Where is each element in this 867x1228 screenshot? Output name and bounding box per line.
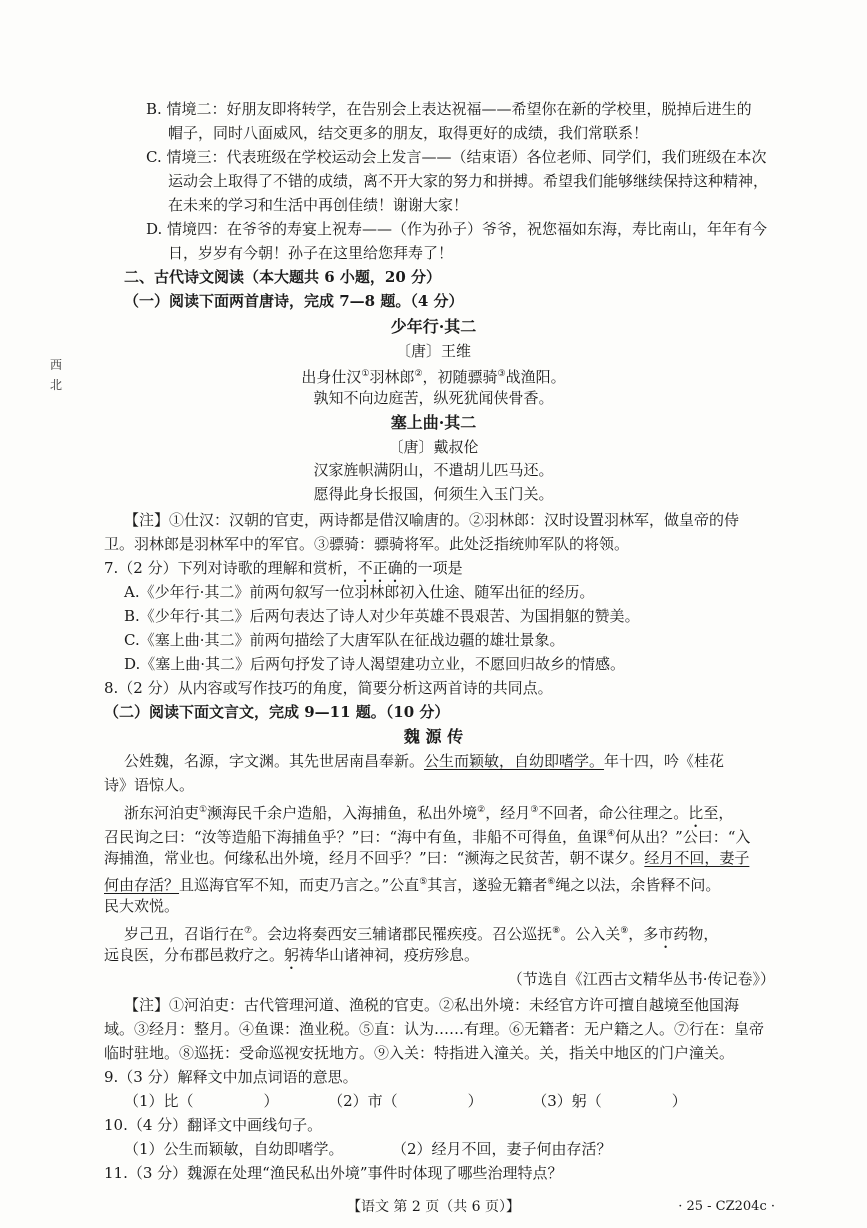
essay-note-line3: 临时驻地。⑧巡抚：受命巡视安抚地方。⑨入关：特指进入潼关。关，指关中地区的门户潼关。 xyxy=(104,1044,735,1062)
option-c-line1: C. 情境三：代表班级在学校运动会上发言——（结束语）各位老师、同学们，我们班级在本次 xyxy=(146,148,767,166)
poem-note-line2: 卫。羽林郎是羽林军中的军官。③骠骑：骠骑将军。此处泛指统帅军队的将领。 xyxy=(104,535,630,553)
poem1-line2: 孰知不向边庭苦，纵死犹闻侠骨香。 xyxy=(313,389,554,407)
q10-sentence1: （1）公生而颖敏，自幼即嗜学。 xyxy=(124,1140,344,1158)
essay-note-line2: 域。③经月：整月。④鱼课：渔业税。⑤直：认为……有理。⑥无籍者：无户籍之人。⑦行在：皇帝 xyxy=(104,1020,765,1038)
page-footer: 【语文 第 2 页（共 6 页）】 xyxy=(346,1199,521,1215)
essay-p2-line1: 浙东河泊吏①濒海民千余户造船，入海捕鱼，私出外境②，经月③不回者，命公往理之。比至， xyxy=(124,804,734,822)
poem2-author: 〔唐〕戴叔伦 xyxy=(388,438,479,456)
poem-note-line1: 【注】①仕汉：汉朝的官吏，两诗都是借汉喻唐的。②羽林郎：汉时设置羽林军，做皇帝的侍 xyxy=(124,511,740,529)
q7-stem: 7.（2 分）下列对诗歌的理解和赏析，不正确的一项是 xyxy=(104,559,463,577)
poem1-title: 少年行·其二 xyxy=(390,317,477,336)
essay-source: （节选自《江西古文精华丛书·传记卷》） xyxy=(507,970,775,988)
essay-p1-line1: 公姓魏，名源，字文渊。其先世居南昌奉新。公生而颖敏，自幼即嗜学。年十四，吟《桂花 xyxy=(124,752,725,770)
option-b-line1: B. 情境二：好朋友即将转学，在告别会上表达祝福——希望你在新的学校里，脱掉后进生的 xyxy=(146,100,752,118)
q10-sentence2: （2）经月不回，妻子何由存活？ xyxy=(392,1140,612,1158)
option-d-line2: 日，岁岁有今朝！孙子在这里给您拜寿了！ xyxy=(168,244,454,262)
section-title: 二、古代诗文阅读（本大题共 6 小题，20 分） xyxy=(124,268,441,286)
side-mark: 西北 xyxy=(50,358,63,392)
poem2-line2: 愿得此身长报国，何须生入玉门关。 xyxy=(313,485,554,503)
poem1-author: 〔唐〕王维 xyxy=(395,342,471,360)
essay-note-line1: 【注】①河泊吏：古代管理河道、渔税的官吏。②私出外境：未经官方许可擅自越境至他国海 xyxy=(124,996,740,1014)
poem2-title: 塞上曲·其二 xyxy=(390,413,477,432)
q7-option-b: B.《少年行·其二》后两句表达了诗人对少年英雄不畏艰苦、为国捐躯的赞美。 xyxy=(124,607,640,625)
option-d-line1: D. 情境四：在爷爷的寿宴上祝寿——（作为孙子）爷爷，祝您福如东海，寿比南山，年年有今 xyxy=(146,220,768,238)
q9-stem: 9.（3 分）解释文中加点词语的意思。 xyxy=(104,1068,358,1086)
q11-stem: 11.（3 分）魏源在处理“渔民私出外境”事件时体现了哪些治理特点？ xyxy=(104,1164,563,1182)
essay-p3-line1: 岁己丑，召诣行在⑦。会边将奏西安三辅诸郡民罹疾疫。召公巡抚⑧。公入关⑨，多市药物， xyxy=(124,925,719,943)
paper-code: · 25 - CZ204c · xyxy=(678,1199,775,1214)
q7-option-a: A.《少年行·其二》前两句叙写一位羽林郎初入仕途、随军出征的经历。 xyxy=(124,583,595,601)
essay-title: 魏 源 传 xyxy=(403,727,464,746)
q10-stem: 10.（4 分）翻译文中画线句子。 xyxy=(104,1116,323,1134)
q8-stem: 8.（2 分）从内容或写作技巧的角度，简要分析这两首诗的共同点。 xyxy=(104,679,553,697)
essay-p2-line4: 何由存活？且巡海官军不知，而吏乃言之。”公直⑤其言，遂验无籍者⑥绳之以法，余皆释不问。 xyxy=(104,876,721,894)
essay-p2-line2: 召民询之曰：“汝等造船下海捕鱼乎？”曰：“海中有鱼，非船不可得鱼，鱼课④何从出？”公曰：“入 xyxy=(104,828,751,846)
option-c-line3: 在未来的学习和生活中再创佳绩！谢谢大家！ xyxy=(168,196,469,214)
essay-p2-line3: 海捕渔，常业也。何缘私出外境，经月不回乎？”曰：“濒海之民贫苦，朝不谋夕。经月不回，妻子 xyxy=(104,849,750,867)
q7-option-d: D.《塞上曲·其二》后两句抒发了诗人渴望建功立业，不愿回归故乡的情感。 xyxy=(124,655,626,673)
q7-option-c: C.《塞上曲·其二》前两句描绘了大唐军队在征战边疆的雄壮景象。 xyxy=(124,631,565,649)
option-c-line2: 运动会上取得了不错的成绩，离不开大家的努力和拼搏。希望我们能够继续保持这种精神， xyxy=(168,172,769,190)
part2-heading: （二）阅读下面文言文，完成 9—11 题。（10 分） xyxy=(104,703,450,721)
poem1-line1: 出身仕汉①羽林郎②，初随骠骑③战渔阳。 xyxy=(301,368,566,386)
part1-heading: （一）阅读下面两首唐诗，完成 7—8 题。（4 分） xyxy=(124,292,464,310)
poem2-line1: 汉家旌帜满阴山，不遣胡儿匹马还。 xyxy=(313,461,554,479)
essay-p2-line5: 民大欢悦。 xyxy=(104,897,180,915)
option-b-line2: 帽子，同时八面威风，结交更多的朋友，取得更好的成绩，我们常联系！ xyxy=(168,124,649,142)
essay-p1-line2: 诗》语惊人。 xyxy=(104,776,195,794)
essay-p3-line2: 远良医，分布郡邑救疗之。躬祷华山诸神祠，疫疠殄息。 xyxy=(104,946,480,964)
q9-items: （1）比（ ） （2）市（ ） （3）躬（ ） xyxy=(124,1092,687,1110)
